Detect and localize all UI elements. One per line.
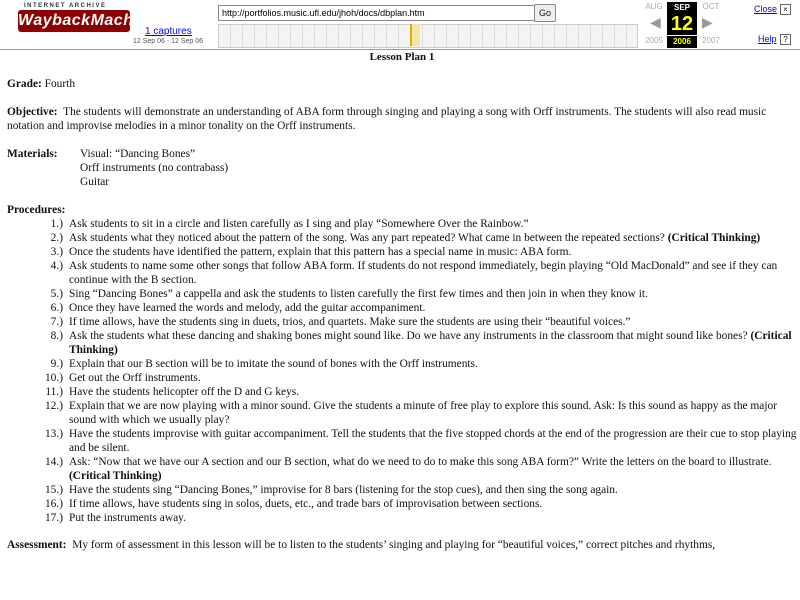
step-number: 8.): [50, 330, 63, 342]
procedure-step: [7, 259, 797, 287]
help-link[interactable]: Help: [758, 34, 777, 44]
wayback-logo[interactable]: [18, 3, 159, 41]
current-day: 12: [667, 13, 697, 35]
step-text: [69, 301, 797, 315]
step-number: 2.): [50, 232, 63, 244]
step-text: [69, 497, 797, 511]
step-text: [69, 217, 797, 231]
prev-arrow-icon[interactable]: ◀: [650, 14, 661, 30]
step-text: [69, 259, 797, 287]
step-number: 6.): [50, 302, 63, 314]
step-text: [69, 329, 797, 357]
procedure-step: [7, 371, 797, 385]
step-body: Once the students have identified the pattern, explain that this pattern has a special name in music: ABA form.: [69, 246, 572, 258]
step-number: 16.): [44, 498, 63, 510]
procedure-step: [7, 315, 797, 329]
step-number: 14.): [44, 456, 63, 468]
step-text: [69, 287, 797, 301]
step-text: [69, 511, 797, 525]
step-body: Have the students improvise with guitar accompaniment. Tell the students that the five stopped chords at the end of the progression are their cue to stop playing and be silent.: [69, 428, 797, 454]
capture-sparkline[interactable]: [218, 24, 638, 48]
step-text: [69, 231, 797, 245]
step-body: Have the students sing “Dancing Bones,” improvise for 8 bars (listening for the stop cues), and then sing the song again.: [69, 484, 618, 496]
step-number: 17.): [44, 512, 63, 524]
step-body: Ask students to sit in a circle and listen carefully as I sing and play “Somewhere Over the Rainbow.”: [69, 218, 529, 230]
prev-month[interactable]: AUG: [645, 2, 663, 11]
material-item: Guitar: [80, 176, 110, 188]
critical-thinking-tag: (Critical Thinking): [69, 330, 792, 356]
objective-paragraph: [7, 105, 797, 133]
step-text: [69, 455, 797, 483]
procedure-step: [7, 217, 797, 231]
step-body: Ask the students what these dancing and shaking bones might sound like. Do we have any instruments in the classroom that might sound like bones?: [69, 330, 751, 342]
prev-year[interactable]: 2005: [645, 36, 663, 45]
procedure-step: [7, 455, 797, 483]
step-number: 10.): [44, 372, 63, 384]
captures-link[interactable]: 1 captures: [145, 26, 192, 37]
critical-thinking-tag: (Critical Thinking): [69, 470, 162, 482]
calendar-nav: [636, 0, 746, 48]
step-body: Explain that our B section will be to imitate the sound of bones with the Orff instruments.: [69, 358, 478, 370]
step-number: 1.): [50, 218, 63, 230]
go-button[interactable]: Go: [534, 4, 556, 22]
step-body: Get out the Orff instruments.: [69, 372, 201, 384]
procedure-step: [7, 511, 797, 525]
logo-top-text: INTERNET ARCHIVE: [24, 3, 107, 9]
step-text: [69, 385, 797, 399]
procedure-step: [7, 357, 797, 371]
objective-label: Objective:: [7, 106, 58, 118]
step-number: 4.): [50, 260, 63, 272]
capture-marker: [410, 24, 420, 46]
procedure-step: [7, 287, 797, 301]
step-body: Once they have learned the words and melody, add the guitar accompaniment.: [69, 302, 426, 314]
critical-thinking-tag: (Critical Thinking): [667, 232, 761, 244]
procedure-step: [7, 301, 797, 315]
procedures-label: Procedures:: [7, 204, 66, 216]
step-text: [69, 357, 797, 371]
step-body: Explain that we are now playing with a minor sound. Give the students a minute of free play to explore this sound. Ask: Is this sound as happy as the major sound with which we usually play?: [69, 400, 777, 426]
step-text: [69, 483, 797, 497]
materials-label: Materials:: [7, 148, 58, 160]
current-month: SEP: [667, 2, 697, 13]
next-arrow-icon[interactable]: ▶: [702, 14, 713, 30]
current-year: 2006: [667, 36, 697, 48]
step-number: 7.): [50, 316, 63, 328]
procedure-step: [7, 245, 797, 259]
page-title: Lesson Plan 1: [369, 51, 435, 63]
procedure-step: [7, 399, 797, 427]
help-icon[interactable]: ?: [780, 34, 791, 45]
step-body: If time allows, have students sing in solos, duets, etc., and trade bars of improvisation between sections.: [69, 498, 543, 510]
materials-section: [7, 147, 797, 189]
assessment-text: My form of assessment in this lesson will be to listen to the students’ singing and playing for “beautiful voices,” correct pitches and rhythms,: [72, 539, 716, 551]
step-text: [69, 399, 797, 427]
procedure-step: [7, 329, 797, 357]
wayback-toolbar: [0, 0, 800, 50]
step-body: Sing “Dancing Bones” a cappella and ask the students to listen carefully the first few times and then join in when they know it.: [69, 288, 648, 300]
grade-label: Grade:: [7, 78, 42, 90]
step-number: 11.): [45, 386, 63, 398]
procedure-step: [7, 231, 797, 245]
close-link[interactable]: Close: [754, 4, 778, 14]
step-text: [69, 427, 797, 455]
step-number: 15.): [44, 484, 63, 496]
step-text: [69, 315, 797, 329]
material-item: Orff instruments (no contrabass): [80, 162, 229, 174]
grade-line: [7, 77, 797, 91]
close-icon[interactable]: ×: [780, 4, 791, 15]
step-body: Have the students helicopter off the D and G keys.: [69, 386, 300, 398]
step-number: 12.): [44, 400, 63, 412]
step-body: Ask students to name some other songs that follow ABA form. If students do not respond immediately, begin playing “Old MacDonald” and see if they can continue with the B section.: [69, 260, 778, 286]
procedures-list: [7, 217, 797, 525]
procedure-step: [7, 427, 797, 455]
lesson-document: [7, 50, 797, 552]
objective-text: The students will demonstrate an understanding of ABA form through singing and playing a song with Orff instruments. The students will also read music notation and improvise melodies in a minor tonality on the Orff instruments.: [7, 106, 767, 132]
procedure-step: [7, 385, 797, 399]
step-text: [69, 371, 797, 385]
step-text: [69, 245, 797, 259]
step-body: If time allows, have the students sing in duets, trios, and quartets. Make sure the students are using their “beautiful voices.”: [69, 316, 631, 328]
material-item: Visual: “Dancing Bones”: [80, 148, 196, 160]
logo-main-text: WaybackMachine: [18, 10, 130, 32]
next-year[interactable]: 2007: [702, 36, 720, 45]
step-number: 5.): [50, 288, 63, 300]
step-number: 9.): [50, 358, 63, 370]
step-number: 3.): [50, 246, 63, 258]
grade-value: Fourth: [44, 78, 76, 90]
next-month[interactable]: OCT: [702, 2, 720, 11]
procedure-step: [7, 483, 797, 497]
procedure-step: [7, 497, 797, 511]
assessment-paragraph: [7, 538, 797, 552]
capture-range: 12 Sep 06 - 12 Sep 06: [133, 38, 204, 45]
url-input[interactable]: http://portfolios.music.ufl.edu/jhoh/docs/dbplan.htm: [218, 5, 538, 21]
assessment-label: Assessment:: [7, 539, 67, 551]
step-body: Put the instruments away.: [69, 512, 186, 524]
step-body: Ask students what they noticed about the pattern of the song. Was any part repeated? What came in between the repeated sections?: [69, 232, 668, 244]
step-number: 13.): [44, 428, 63, 440]
materials-list: [80, 147, 228, 189]
step-body: Ask: “Now that we have our A section and our B section, what do we need to do to make this song ABA form?” Write the letters on the board to illustrate.: [69, 456, 772, 468]
